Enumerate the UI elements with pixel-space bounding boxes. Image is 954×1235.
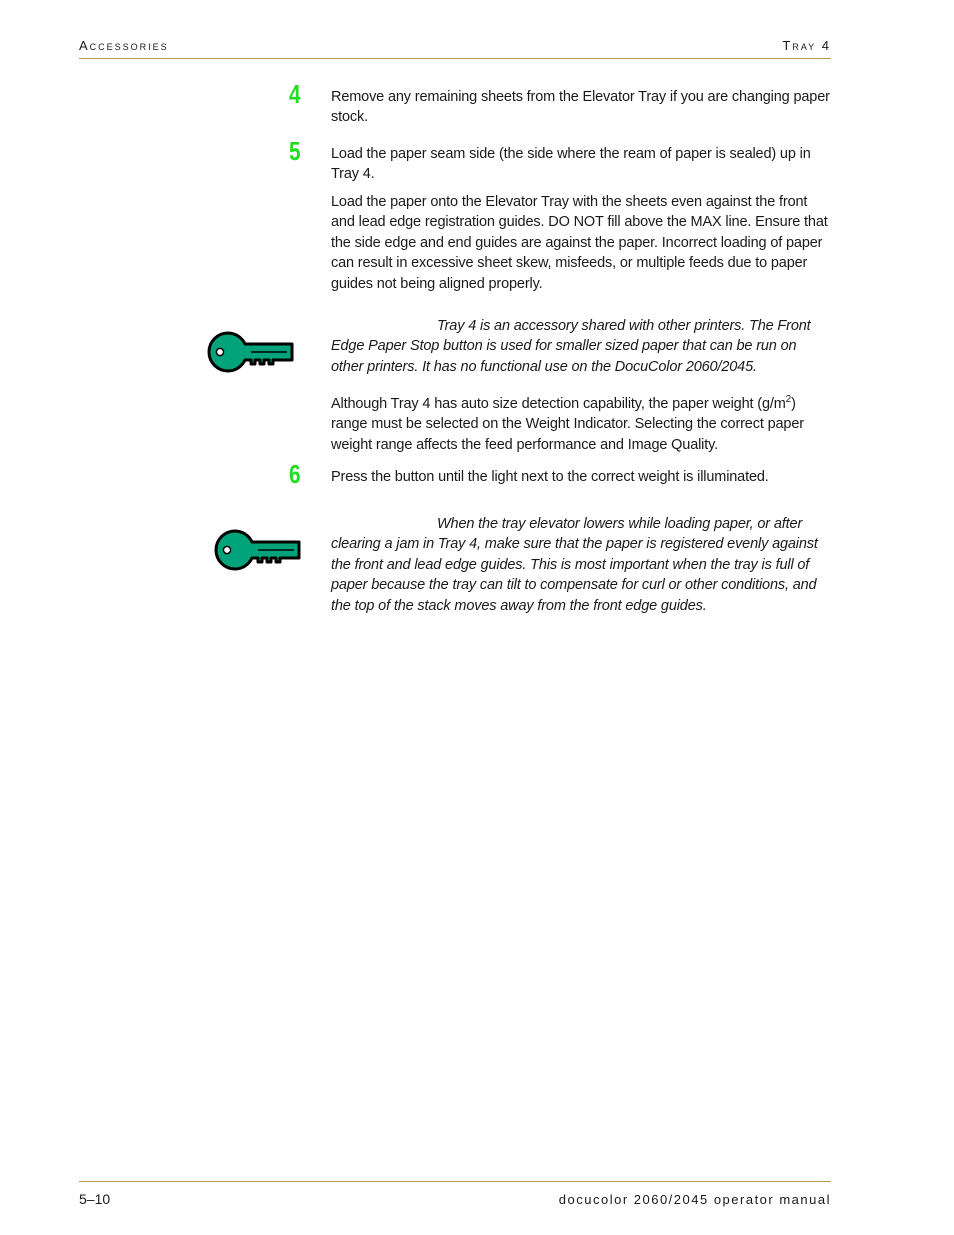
step-number: 6 xyxy=(289,459,301,489)
step-text: Load the paper seam side (the side where the ream of paper is sealed) up in Tray 4. xyxy=(331,146,811,183)
weight-text-before: Although Tray 4 has auto size detection capability, the paper weight (g/m xyxy=(331,395,786,412)
step-number: 4 xyxy=(289,79,301,109)
weight-text-after: ) range must be selected on the Weight Indicator. Selecting the correct paper weight range affects the feed performance and Image Quality. xyxy=(331,395,804,453)
step-number: 5 xyxy=(289,136,301,166)
header-section: Accessories xyxy=(79,38,169,53)
running-header xyxy=(79,38,831,59)
superscript: 2 xyxy=(785,394,792,405)
step-text: Load the paper onto the Elevator Tray with the sheets even against the front and lead edge registration guides. DO NOT fill above the MAX line. Ensure that the side edge and end guides are against the paper. Incorrect loading of paper can result in excessive sheet skew, misfeeds, or multiple feeds due to paper guides not being aligned properly. xyxy=(331,194,828,292)
header-topic: Tray 4 xyxy=(782,38,831,53)
key-icon xyxy=(207,330,295,375)
note-text: When the tray elevator lowers while loading paper, or after clearing a jam in Tray 4, make sure that the paper is registered evenly against the front and lead edge guides. This is most important when the tray is full of paper because the tray can tilt to compensate for curl or other conditions, and the top of the stack moves away from the front edge guides. xyxy=(331,516,818,614)
step-text: Remove any remaining sheets from the Elevator Tray if you are changing paper stock. xyxy=(331,89,830,126)
manual-title: docucolor 2060/2045 operator manual xyxy=(558,1192,831,1207)
page-number: 5–10 xyxy=(79,1191,111,1207)
running-footer xyxy=(79,1181,831,1212)
note-text: Tray 4 is an accessory shared with other printers. The Front Edge Paper Stop button is used for smaller sized paper that can be run on other printers. It has no functional use on the DocuColor 2060/2045. xyxy=(331,318,811,375)
key-icon xyxy=(214,528,302,573)
weight-paragraph xyxy=(331,390,831,455)
step-text: Press the button until the light next to the correct weight is illuminated. xyxy=(331,469,769,485)
